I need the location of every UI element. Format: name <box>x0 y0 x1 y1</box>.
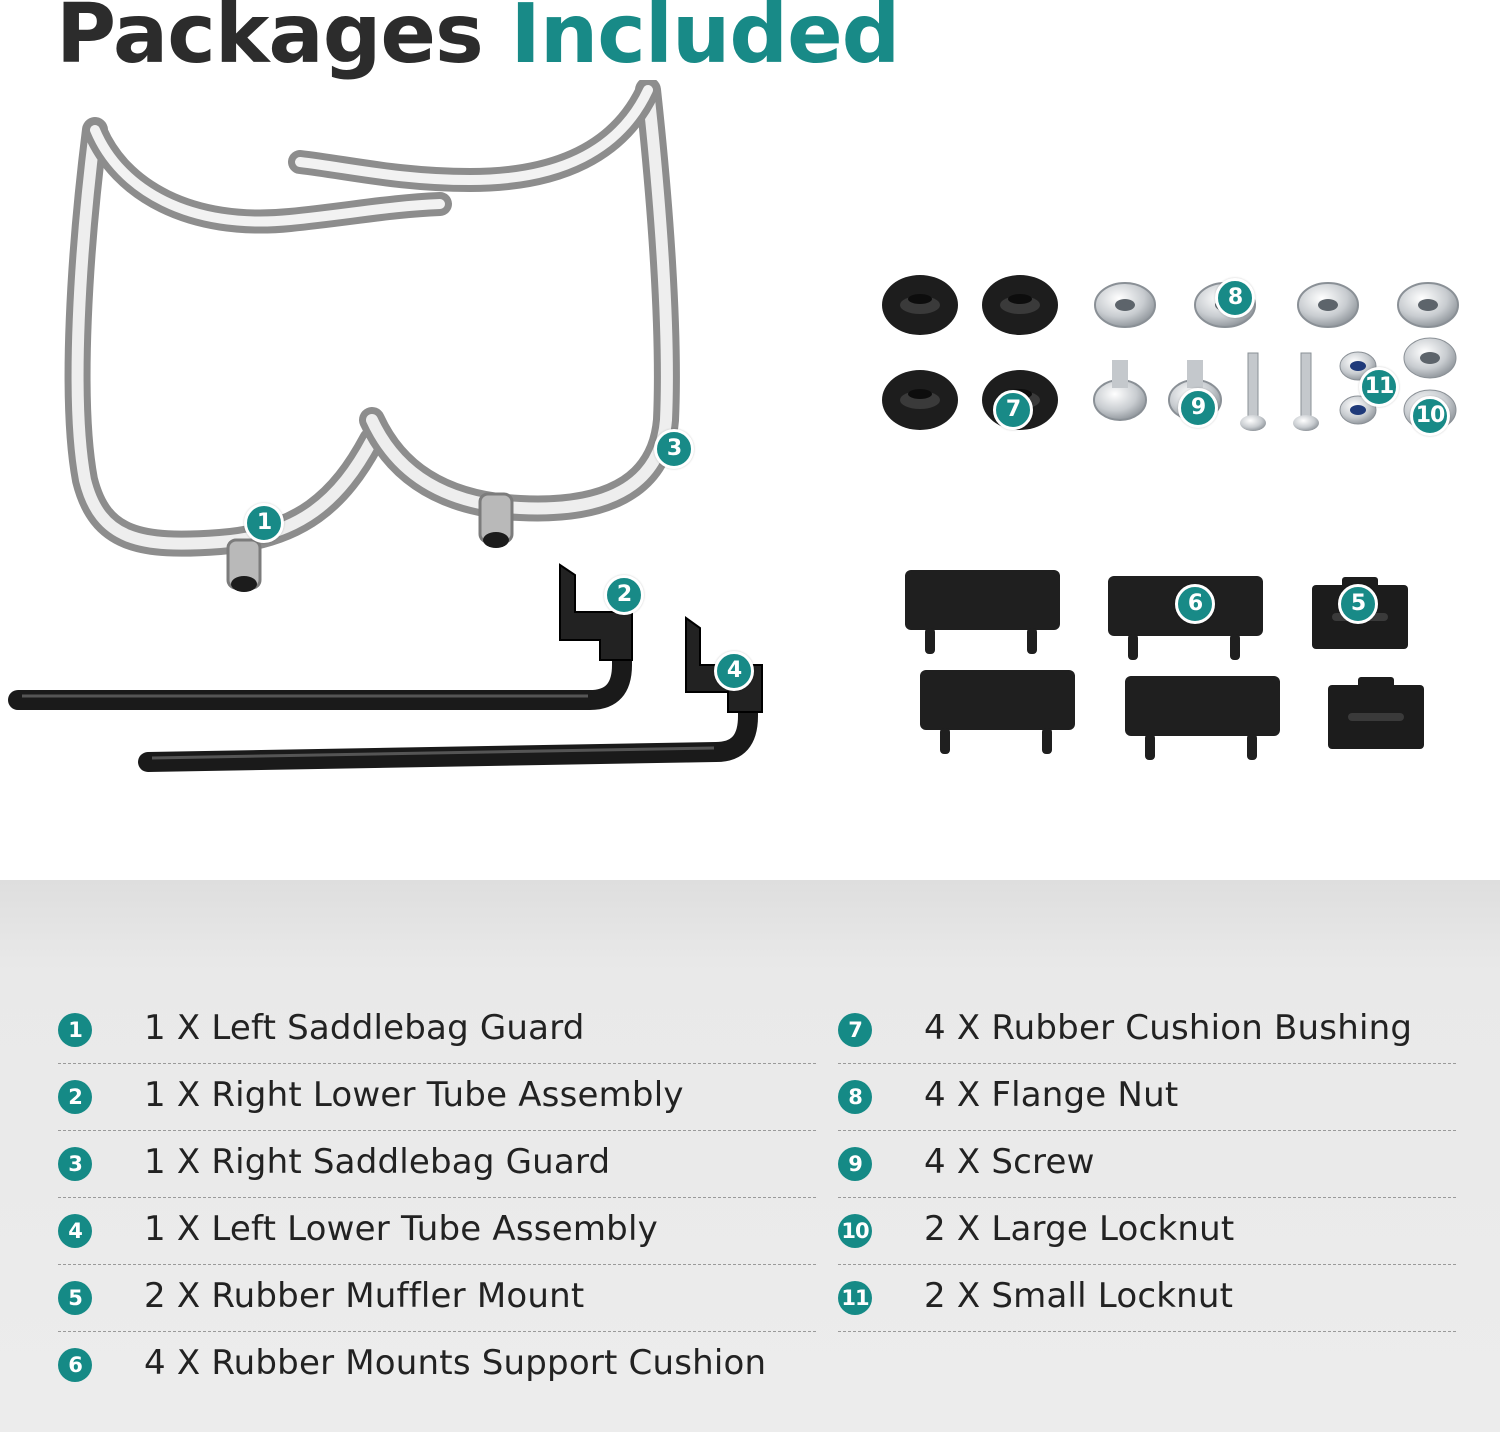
item-number-badge: 8 <box>838 1080 872 1114</box>
row-divider <box>838 1264 1456 1265</box>
list-item <box>58 998 816 1064</box>
list-item <box>58 1132 816 1198</box>
item-label: 4 X Screw <box>924 1142 1095 1182</box>
callout-8: 8 <box>1215 278 1255 318</box>
callout-5: 5 <box>1338 584 1378 624</box>
list-item <box>838 998 1456 1064</box>
title-accent: Included <box>510 0 900 82</box>
item-label: 1 X Right Lower Tube Assembly <box>144 1075 684 1115</box>
item-number-badge: 11 <box>838 1281 872 1315</box>
row-divider <box>58 1264 816 1265</box>
callout-7: 7 <box>993 390 1033 430</box>
item-number-badge: 4 <box>58 1214 92 1248</box>
item-number-badge: 6 <box>58 1348 92 1382</box>
row-divider <box>58 1130 816 1131</box>
item-label: 4 X Flange Nut <box>924 1075 1179 1115</box>
item-number-badge: 7 <box>838 1013 872 1047</box>
list-item <box>58 1065 816 1131</box>
product-illustration <box>0 80 1500 900</box>
list-item <box>58 1333 816 1399</box>
item-label: 4 X Rubber Mounts Support Cushion <box>144 1343 767 1383</box>
callout-9: 9 <box>1178 388 1218 428</box>
row-divider <box>838 1331 1456 1332</box>
callout-4: 4 <box>714 651 754 691</box>
callout-2: 2 <box>604 575 644 615</box>
callout-6: 6 <box>1175 584 1215 624</box>
list-item <box>58 1199 816 1265</box>
flange-nuts <box>1095 283 1458 327</box>
item-label: 1 X Left Lower Tube Assembly <box>144 1209 658 1249</box>
callout-3: 3 <box>654 429 694 469</box>
page-title <box>56 0 900 82</box>
row-divider <box>58 1331 816 1332</box>
callout-10: 10 <box>1410 396 1450 436</box>
item-label: 4 X Rubber Cushion Bushing <box>924 1008 1413 1048</box>
item-label: 1 X Right Saddlebag Guard <box>144 1142 611 1182</box>
item-number-badge: 2 <box>58 1080 92 1114</box>
list-item <box>838 1199 1456 1265</box>
list-item <box>838 1266 1456 1332</box>
title-main: Packages <box>56 0 483 82</box>
callout-11: 11 <box>1359 367 1399 407</box>
item-label: 1 X Left Saddlebag Guard <box>144 1008 585 1048</box>
row-divider <box>58 1197 816 1198</box>
list-item <box>58 1266 816 1332</box>
item-number-badge: 9 <box>838 1147 872 1181</box>
item-label: 2 X Large Locknut <box>924 1209 1235 1249</box>
right-lower-tube-assembly <box>18 565 632 700</box>
list-item <box>838 1065 1456 1131</box>
row-divider <box>838 1063 1456 1064</box>
item-label: 2 X Small Locknut <box>924 1276 1234 1316</box>
row-divider <box>58 1063 816 1064</box>
item-number-badge: 3 <box>58 1147 92 1181</box>
callout-1: 1 <box>244 503 284 543</box>
item-number-badge: 5 <box>58 1281 92 1315</box>
item-number-badge: 10 <box>838 1214 872 1248</box>
rubber-mounts-support-cushions <box>905 570 1280 760</box>
item-label: 2 X Rubber Muffler Mount <box>144 1276 585 1316</box>
item-number-badge: 1 <box>58 1013 92 1047</box>
row-divider <box>838 1130 1456 1131</box>
list-item <box>838 1132 1456 1198</box>
row-divider <box>838 1197 1456 1198</box>
